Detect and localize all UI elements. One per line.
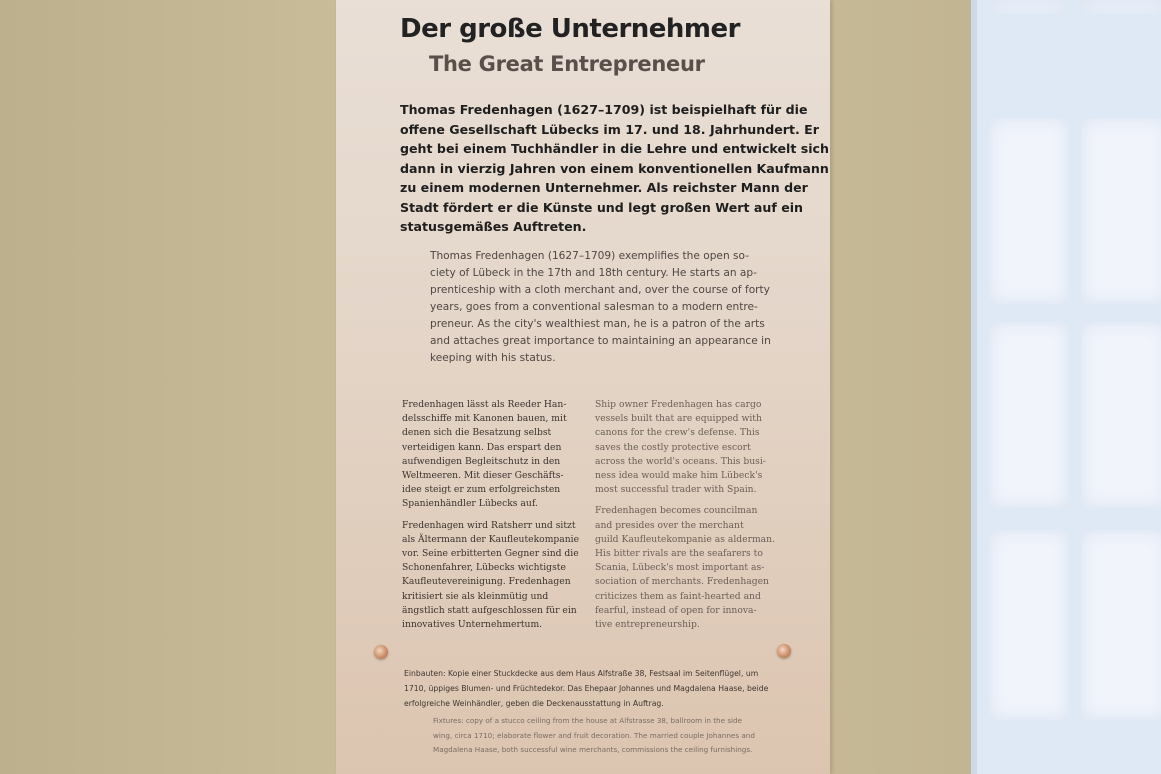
text-line: vessels built that are equipped with [595,413,762,425]
text-line: across the world's oceans. This busi- [595,455,766,467]
intro-english-line: Thomas Fredenhagen (1627–1709) exemplifies the open so- [430,250,750,262]
text-line: Fredenhagen becomes councilman [595,505,758,517]
text-line: Weltmeeren. Mit dieser Geschäfts- [402,470,564,482]
text-line: idee steigt er zum erfolgreichsten [402,484,561,496]
column-german [402,398,592,639]
window-pane [989,322,1069,508]
paragraph-shipowner-german [402,398,592,512]
fixtures-line: 1710, üppiges Blumen- und Früchtedekor. Das Ehepaar Johannes und Magdalena Haase, beide [404,684,769,693]
fixtures-line: wing, circa 1710; elaborate flower and fruit decoration. The married couple Johannes and [433,730,755,740]
intro-german-line: dann in vierzig Jahren von einem konventionellen Kaufmann [400,160,829,176]
text-line: guild Kaufleutekompanie as alderman. [595,533,775,545]
text-line: Ship owner Fredenhagen has cargo [595,399,762,410]
sign-title-english: The Great Entrepreneur [429,52,705,76]
text-line: verteidigen kann. Das erspart den [402,441,562,453]
text-line: sociation of merchants. Fredenhagen [595,576,769,588]
intro-english-line: ciety of Lübeck in the 17th and 18th century. He starts an ap- [430,267,757,279]
text-line: Kaufleutevereinigung. Fredenhagen [402,576,571,588]
text-line: vor. Seine erbitterten Gegner sind die [402,548,579,560]
mounting-pin-left [374,645,388,659]
text-line: criticizes them as faint-hearted and [595,590,761,602]
fixtures-line: Magdalena Haase, both successful wine merchants, commissions the ceiling furnishings. [433,745,753,754]
intro-german-line: Thomas Fredenhagen (1627–1709) ist beispielhaft für die [400,102,808,117]
text-line: Scania, Lübeck's most important as- [595,562,765,574]
window-pane [989,0,1069,14]
text-line: kritisiert sie als kleinmütig und [402,590,549,602]
text-line: most successful trader with Spain. [595,484,757,496]
column-english [595,398,785,639]
exhibit-sign [336,0,830,774]
window-pane [1081,118,1161,304]
text-line: canons for the crew's defense. This [595,427,760,439]
text-line: als Ältermann der Kaufleutekompanie [402,533,580,545]
intro-german [400,100,829,237]
intro-german-line: geht bei einem Tuchhändler in die Lehre und entwickelt sich [400,141,829,156]
window [971,0,1161,774]
window-pane [989,530,1069,720]
window-pane [1081,322,1161,508]
paragraph-councilman-german [402,519,592,633]
text-line: Fredenhagen wird Ratsherr und sitzt [402,519,576,531]
fixtures-line: Einbauten: Kopie einer Stuckdecke aus dem Haus Alfstraße 38, Festsaal im Seitenflügel, um [404,669,759,678]
fixtures-line: Fixtures: copy of a stucco ceiling from the house at Alfstrasse 38, ballroom in the side [433,716,743,725]
text-line: denen sich die Besatzung selbst [402,427,552,439]
intro-english [430,248,770,367]
intro-english-line: preneur. As the city's wealthiest man, he is a patron of the arts [430,318,765,330]
text-line: and presides over the merchant [595,519,744,531]
wall-left [0,0,340,774]
text-line: fearful, instead of open for innova- [595,604,757,616]
text-line: aufwendigen Begleitschutz in den [402,455,561,467]
window-pane [1081,530,1161,720]
text-line: saves the costly protective escort [595,441,751,453]
window-pane [1081,0,1161,14]
text-line: tive entrepreneurship. [595,619,700,631]
fixtures-german [404,666,816,711]
window-pane [989,118,1069,304]
text-line: innovatives Unternehmertum. [402,619,543,631]
intro-english-line: and attaches great importance to maintaining an appearance in [430,335,771,347]
text-line: ängstlich statt aufgeschlossen für ein [402,604,577,616]
intro-english-line: prenticeship with a cloth merchant and, over the course of forty [430,284,770,296]
fixtures-line: erfolgreiche Weinhändler, geben die Deckenausstattung in Auftrag. [404,699,664,708]
intro-english-line: keeping with his status. [430,352,556,364]
paragraph-shipowner-english [595,398,785,497]
mounting-pin-right [777,644,791,658]
text-line: Fredenhagen lässt als Reeder Han- [402,399,567,410]
text-line: Spanienhändler Lübecks auf. [402,498,538,510]
intro-german-line: offene Gesellschaft Lübecks im 17. und 18. Jahrhundert. Er [400,121,819,137]
text-line: delsschiffe mit Kanonen bauen, mit [402,413,567,425]
fixtures-english [433,714,813,758]
text-line: ness idea would make him Lübeck's [595,470,763,482]
intro-english-line: years, goes from a conventional salesman to a modern entre- [430,301,758,313]
paragraph-councilman-english [595,504,785,632]
intro-german-line: zu einem modernen Unternehmer. Als reichster Mann der [400,180,808,195]
intro-german-line: Stadt fördert er die Künste und legt großen Wert auf ein [400,199,804,215]
intro-german-line: statusgemäßes Auftreten. [400,219,587,234]
text-line: Schonenfahrer, Lübecks wichtigste [402,562,566,574]
sign-title-german: Der große Unternehmer [400,14,740,44]
wall-right [826,0,971,774]
text-line: His bitter rivals are the seafarers to [595,548,763,560]
